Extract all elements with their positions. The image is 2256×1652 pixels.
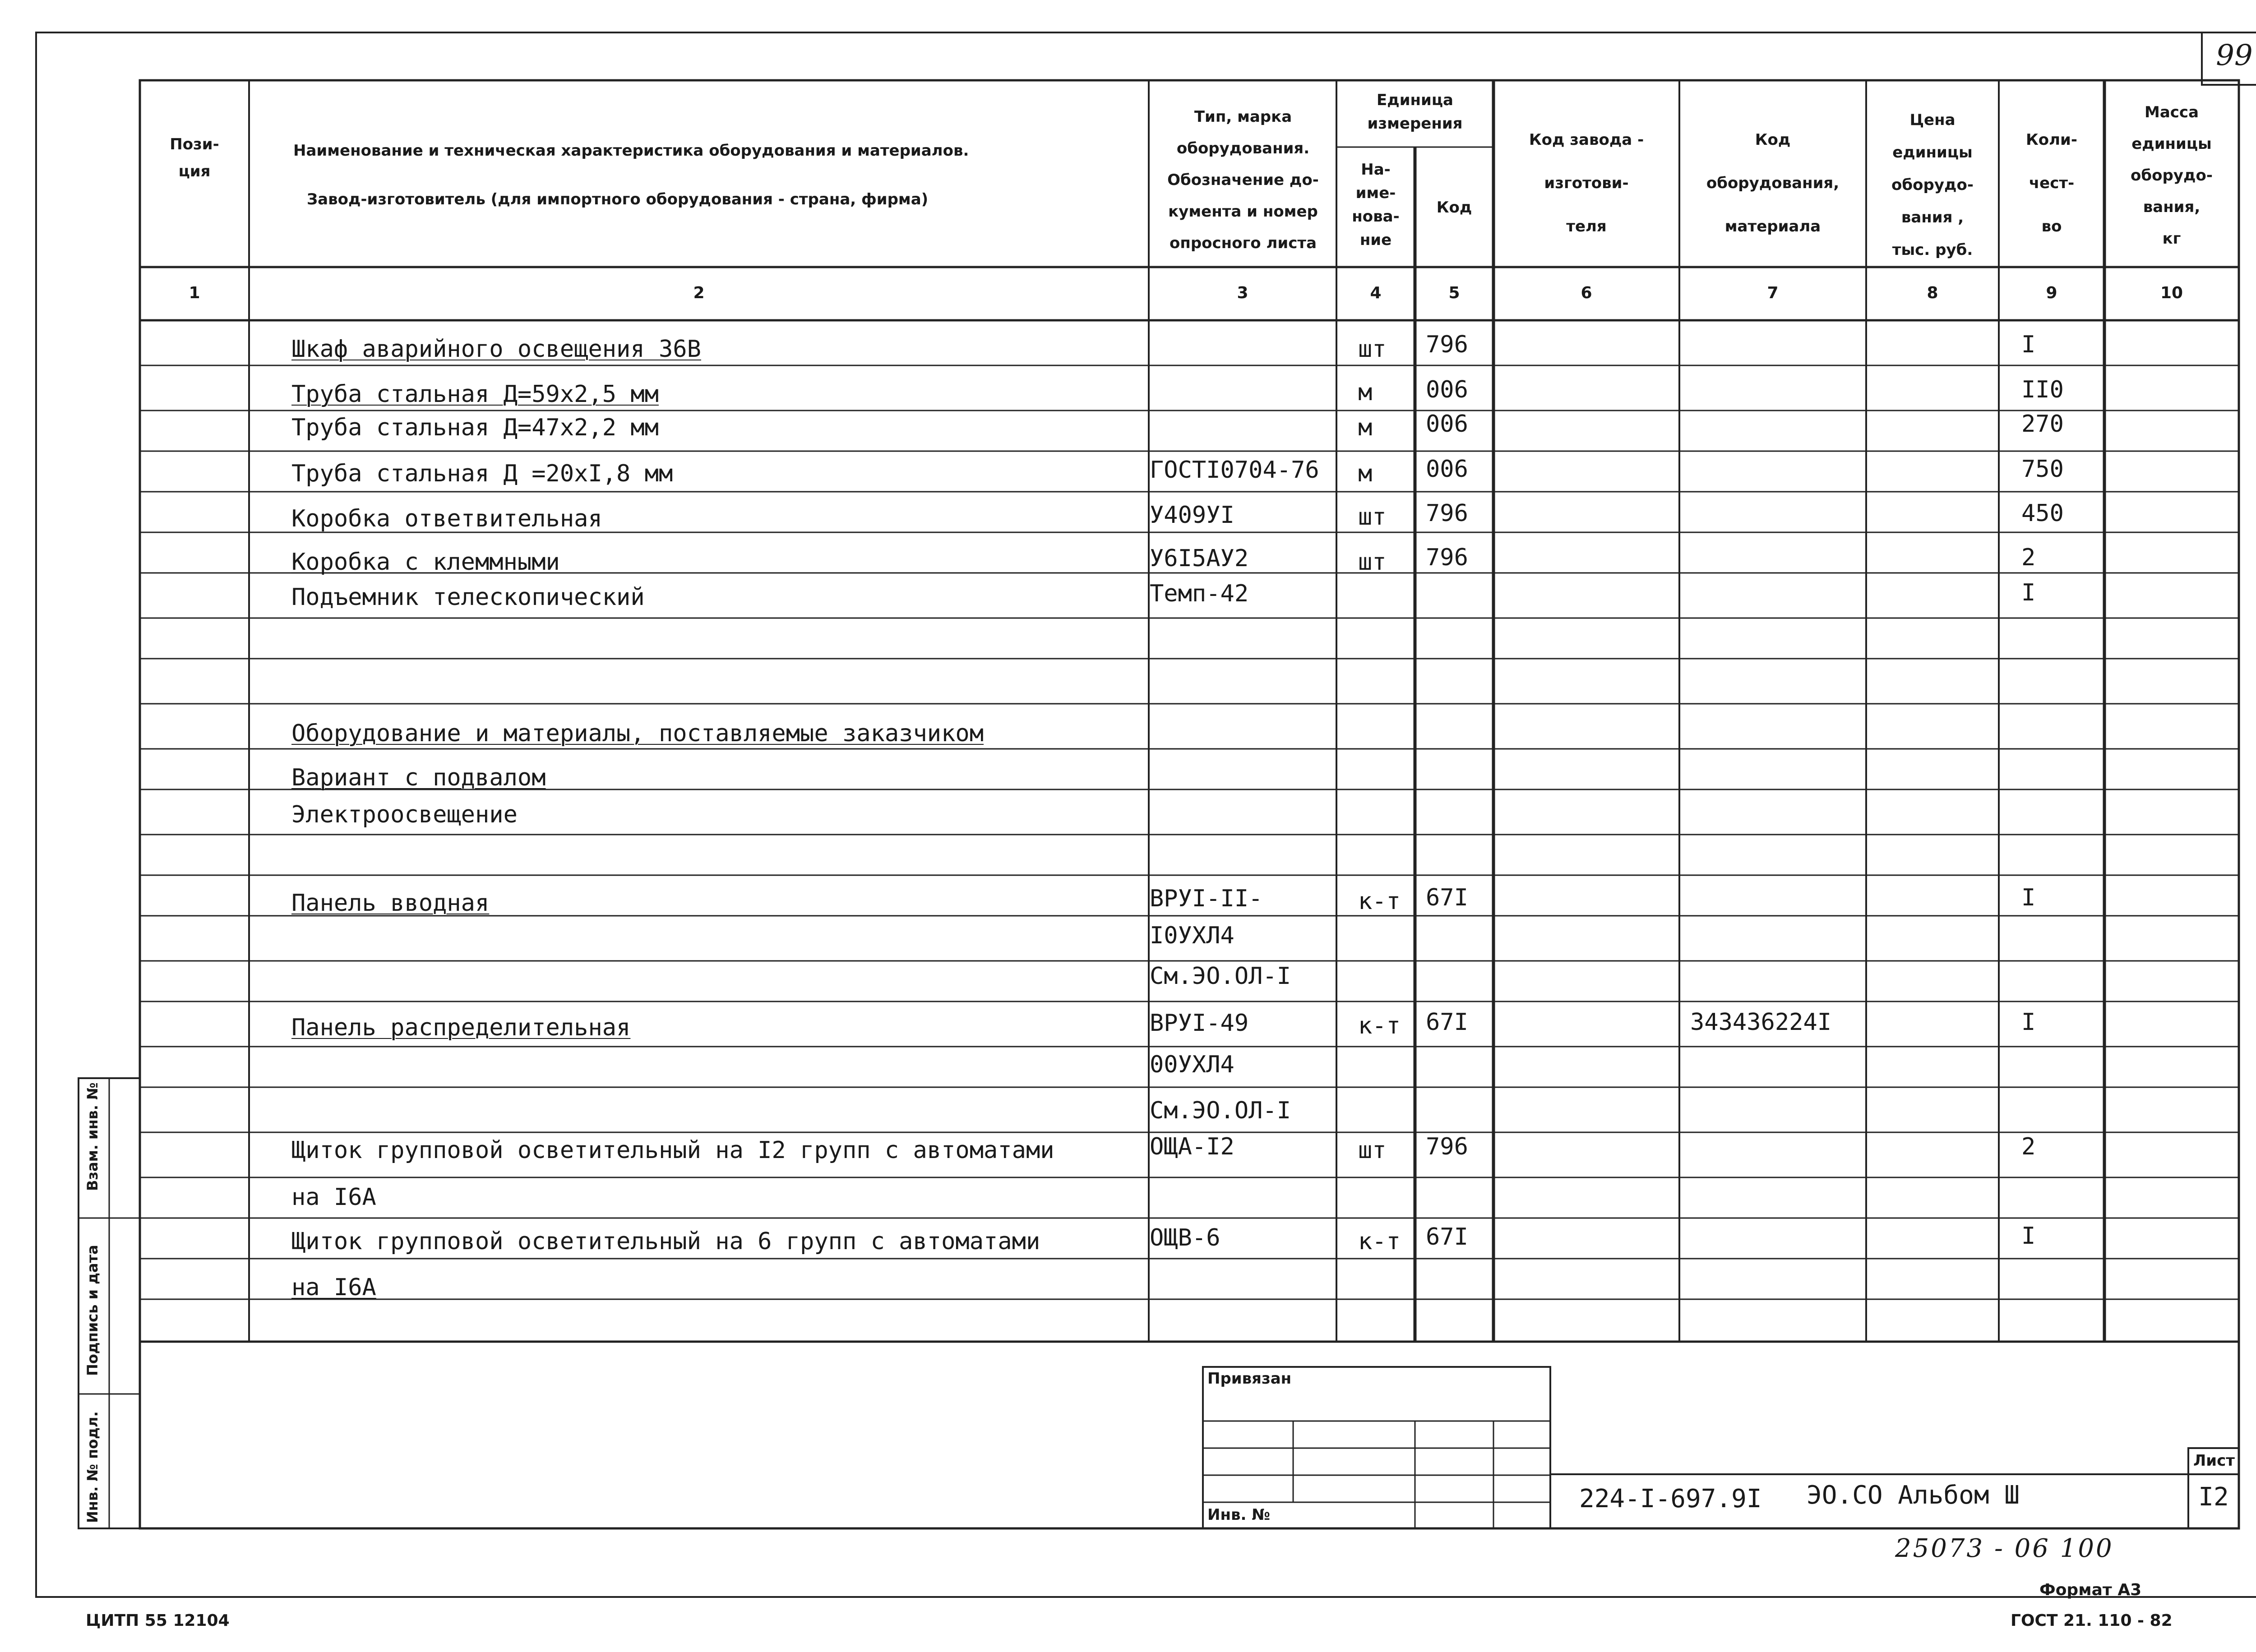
col-number-7: 7: [1767, 284, 1779, 302]
row-19-name: Щиток групповой осветительный на 6 групп с автоматами: [291, 1228, 1040, 1255]
row-5-code: 796: [1426, 500, 1468, 527]
side-label-replacement-inv: Взам. инв. №: [84, 1082, 101, 1191]
header-plant-code: Код завода - изготови- теля: [1529, 131, 1644, 235]
row-4-type: ГОСТI0704-76: [1150, 457, 1319, 484]
row-1-unit: шт: [1358, 336, 1387, 363]
row-1-qty: I: [2021, 331, 2036, 358]
row-11-type: ВРУI-II-: [1150, 885, 1263, 912]
row-14-code: 67I: [1426, 1009, 1468, 1036]
row-4-qty: 750: [2021, 456, 2064, 483]
row-20-name: на I6А: [291, 1274, 376, 1301]
row-3-name: Труба стальная Д=47х2,2 мм: [291, 414, 659, 441]
row-6-unit: шт: [1358, 549, 1387, 576]
row-9-name: Вариант с подвалом: [291, 764, 546, 791]
stamp-privyazan: Привязан: [1207, 1370, 1292, 1388]
header-name: Наименование и техническая характеристика оборудования и материалов. Завод-изготовитель (для импортного оборудования - страна, фирма): [293, 142, 969, 208]
row-14-material-code: 343436224I: [1690, 1009, 1832, 1036]
footer-right: ГОСТ 21. 110 - 82: [2011, 1611, 2173, 1630]
row-6-qty: 2: [2021, 544, 2036, 571]
side-label-signature-date: Подпись и дата: [84, 1245, 101, 1376]
header-price: Цена единицы оборудо- вания , тыс. руб.: [1891, 111, 1974, 259]
row-19-type: ОЩВ-6: [1150, 1224, 1220, 1251]
row-7-qty: I: [2021, 579, 2036, 606]
col-number-8: 8: [1927, 284, 1938, 302]
row-3-qty: 270: [2021, 411, 2064, 438]
row-14-name: Панель распределительная: [291, 1014, 631, 1041]
row-6-code: 796: [1426, 544, 1468, 571]
row-2-name: Труба стальная Д=59х2,5 мм: [291, 381, 659, 408]
page-number: 99: [2216, 39, 2253, 72]
row-5-qty: 450: [2021, 500, 2064, 527]
row-19-code: 67I: [1426, 1223, 1468, 1251]
col-number-10: 10: [2160, 284, 2183, 302]
row-6-name: Коробка с клеммными: [291, 549, 560, 576]
col-number-1: 1: [189, 284, 200, 302]
header-type: Тип, марка оборудования. Обозначение до- кумента и номер опросного листа: [1167, 108, 1319, 252]
header-unit-code: Код: [1436, 198, 1472, 217]
sheet-label: Лист: [2193, 1452, 2235, 1470]
col-number-6: 6: [1581, 284, 1592, 302]
handwritten-number: 25073 - 06 100: [1895, 1534, 2114, 1563]
row-14-unit: к-т: [1358, 1012, 1401, 1039]
row-19-qty: I: [2021, 1223, 2036, 1250]
row-7-name: Подъемник телескопический: [291, 584, 645, 611]
row-3-code: 006: [1426, 411, 1468, 438]
header-unit-name: На- име- нова- ние: [1352, 161, 1400, 249]
stamp-inv-no: Инв. №: [1207, 1506, 1271, 1524]
row-14-qty: I: [2021, 1009, 2036, 1036]
row-16-type: См.ЭО.ОЛ-I: [1150, 1097, 1291, 1124]
row-17-qty: 2: [2021, 1133, 2036, 1160]
row-11-name: Панель вводная: [291, 890, 490, 917]
row-17-type: ОЩА-I2: [1150, 1133, 1234, 1160]
row-1-name: Шкаф аварийного освещения 36В: [291, 336, 701, 363]
row-17-unit: шт: [1358, 1137, 1387, 1164]
col-number-2: 2: [693, 284, 705, 302]
footer-left: ЦИТП 55 12104: [86, 1611, 230, 1630]
document-code: 224-I-697.9I: [1579, 1484, 1762, 1514]
row-4-name: Труба стальная Д =20хI,8 мм: [291, 460, 673, 487]
row-19-unit: к-т: [1358, 1228, 1401, 1255]
header-material-code: Код оборудования, материала: [1706, 131, 1840, 235]
row-13-type: См.ЭО.ОЛ-I: [1150, 963, 1291, 990]
row-5-unit: шт: [1358, 503, 1387, 531]
col-number-3: 3: [1237, 284, 1248, 302]
row-17-code: 796: [1426, 1133, 1468, 1160]
row-7-type: Темп-42: [1150, 580, 1249, 607]
row-3-unit: м: [1358, 414, 1373, 441]
sheet-number: I2: [2198, 1482, 2229, 1512]
row-1-code: 796: [1426, 331, 1468, 358]
row-12-type: I0УХЛ4: [1150, 922, 1234, 949]
row-2-code: 006: [1426, 376, 1468, 403]
album-code: ЭО.СО Альбом Ш: [1807, 1481, 2020, 1510]
col-number-5: 5: [1448, 284, 1460, 302]
format-label: Формат А3: [2039, 1581, 2142, 1599]
row-10-name: Электроосвещение: [291, 801, 518, 828]
row-8-name: Оборудование и материалы, поставляемые заказчиком: [291, 720, 984, 747]
header-unit-group: Единица измерения: [1367, 91, 1463, 133]
row-11-unit: к-т: [1358, 888, 1401, 915]
col-number-4: 4: [1370, 284, 1382, 302]
row-11-qty: I: [2021, 884, 2036, 911]
row-11-code: 67I: [1426, 884, 1468, 911]
row-4-unit: м: [1358, 460, 1373, 487]
row-14-type: ВРУI-49: [1150, 1010, 1249, 1037]
col-number-9: 9: [2046, 284, 2057, 302]
header-mass: Масса единицы оборудо- вания, кг: [2131, 103, 2213, 248]
row-4-code: 006: [1426, 456, 1468, 483]
row-6-type: У6I5АУ2: [1150, 545, 1249, 572]
row-17-name: Щиток групповой осветительный на I2 групп с автоматами: [291, 1137, 1054, 1164]
row-5-type: У409УI: [1150, 502, 1234, 529]
row-15-type: 00УХЛ4: [1150, 1051, 1234, 1078]
row-2-unit: м: [1358, 379, 1373, 406]
row-5-name: Коробка ответвительная: [291, 505, 602, 532]
row-18-name: на I6А: [291, 1184, 376, 1211]
side-label-original-inv: Инв. № подл.: [84, 1411, 101, 1523]
row-2-qty: II0: [2021, 376, 2064, 403]
header-position: Пози- ция: [170, 135, 219, 180]
header-quantity: Коли- чест- во: [2026, 131, 2077, 235]
